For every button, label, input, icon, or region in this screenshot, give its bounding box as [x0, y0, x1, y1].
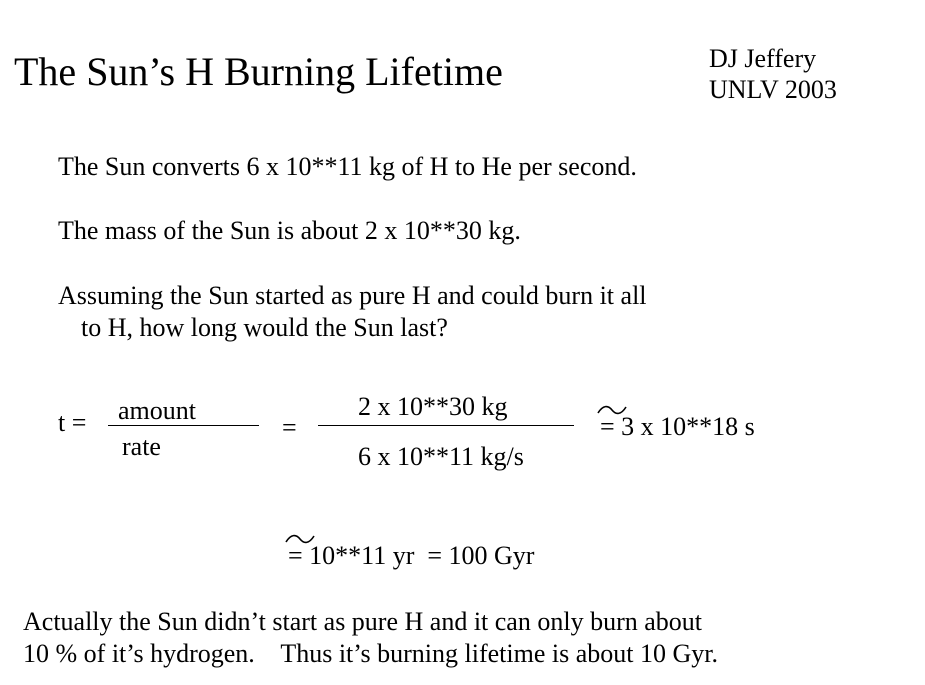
fraction-numerator-value: 2 x 10**30 kg: [358, 392, 508, 421]
author-affiliation: UNLV 2003: [709, 75, 837, 104]
problem-line-3: Assuming the Sun started as pure H and could burn it all: [58, 281, 647, 310]
problem-line-4: to H, how long would the Sun last?: [81, 313, 448, 342]
author-block: [709, 43, 837, 105]
author-name: DJ Jeffery: [709, 44, 817, 73]
conclusion-line-2: 10 % of it’s hydrogen. Thus it’s burning lifetime is about 10 Gyr.: [23, 639, 718, 668]
result-years: = 10**11 yr = 100 Gyr: [288, 541, 535, 570]
conclusion-line-1: Actually the Sun didn’t start as pure H and it can only burn about: [23, 607, 702, 636]
fraction-numerator-word: amount: [118, 396, 196, 425]
fraction-denominator-value: 6 x 10**11 kg/s: [358, 442, 524, 471]
problem-line-1: The Sun converts 6 x 10**11 kg of H to He per second.: [58, 152, 637, 181]
problem-line-2: The mass of the Sun is about 2 x 10**30 kg.: [58, 216, 521, 245]
fraction-denominator-word: rate: [122, 432, 161, 461]
fraction-bar: [108, 425, 259, 426]
slide-title: The Sun’s H Burning Lifetime: [14, 49, 503, 94]
equals-sign: =: [282, 413, 297, 442]
fraction-bar: [318, 425, 574, 426]
result-seconds: = 3 x 10**18 s: [600, 412, 755, 441]
equation-t-label: t =: [58, 408, 87, 437]
